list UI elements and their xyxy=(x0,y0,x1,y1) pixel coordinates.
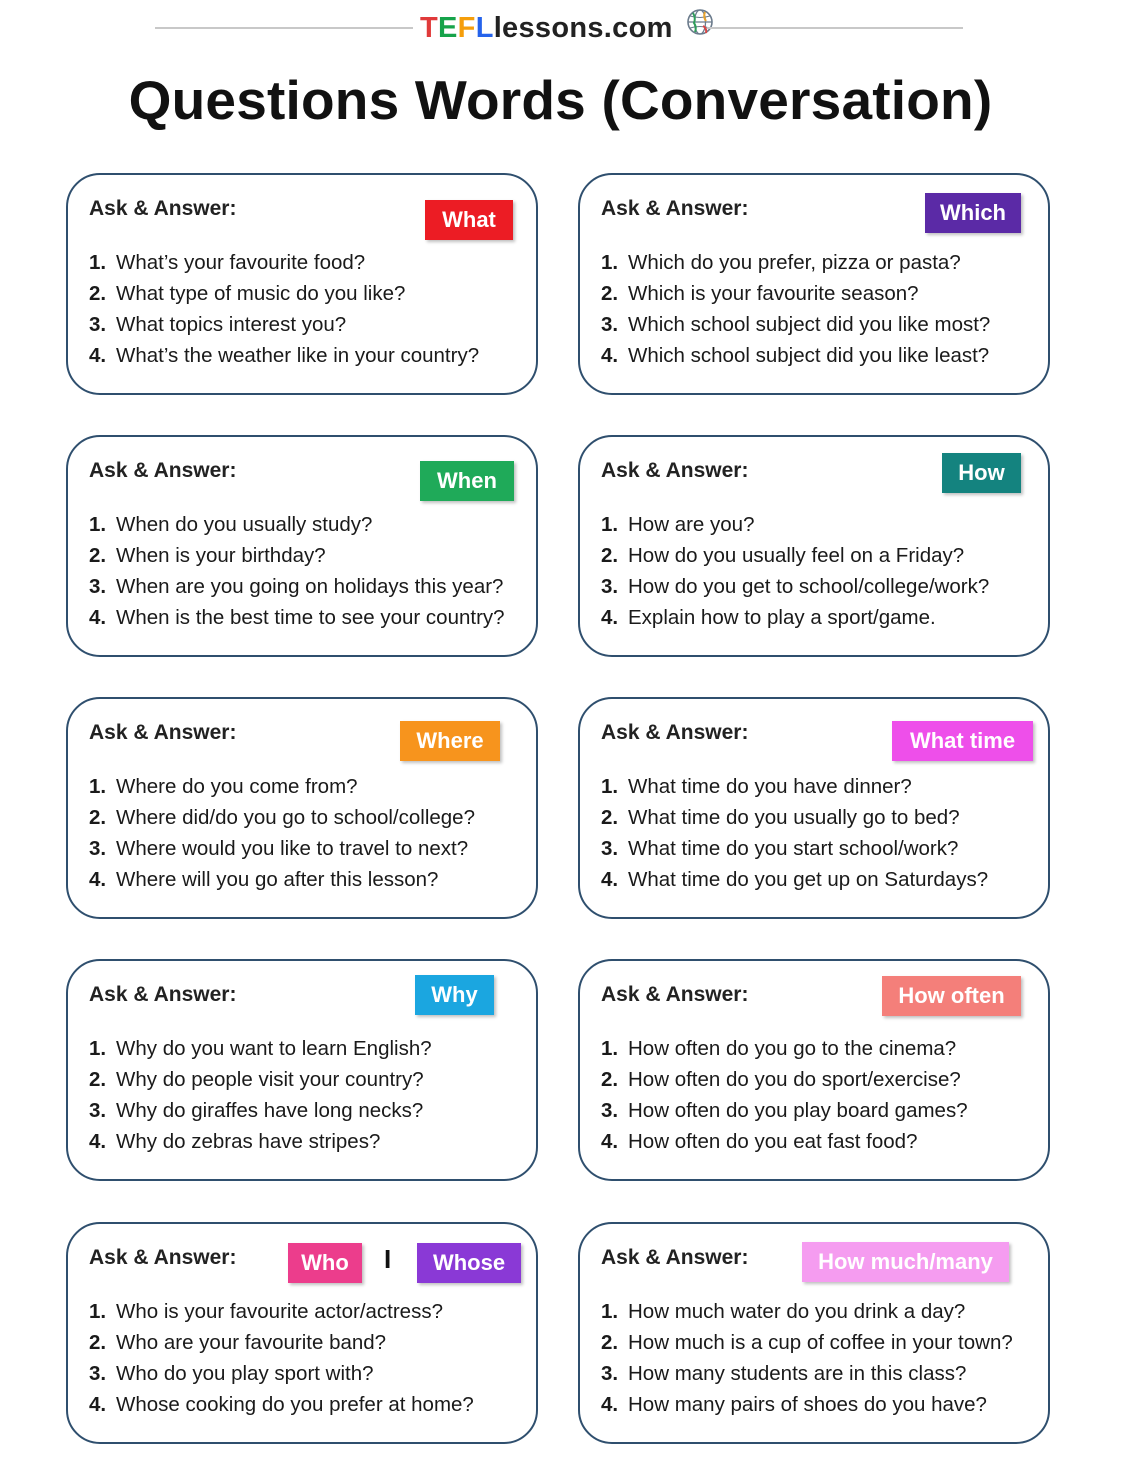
question-text: Which is your favourite season? xyxy=(628,282,919,305)
question-item xyxy=(89,309,479,340)
question-item xyxy=(89,1033,432,1064)
card-label: Ask & Answer: xyxy=(601,459,749,482)
question-number: 2. xyxy=(89,1331,107,1354)
card-when xyxy=(66,435,538,657)
question-word-badge: Why xyxy=(415,975,494,1015)
question-word-badge: What time xyxy=(892,721,1033,761)
question-text: When is your birthday? xyxy=(116,544,326,567)
question-text: How often do you go to the cinema? xyxy=(628,1037,957,1060)
question-number: 3. xyxy=(601,575,619,598)
question-text: Which do you prefer, pizza or pasta? xyxy=(628,251,961,274)
question-text: Whose cooking do you prefer at home? xyxy=(116,1393,474,1416)
question-text: Where do you come from? xyxy=(116,775,358,798)
question-number: 4. xyxy=(601,1393,619,1416)
question-number: 4. xyxy=(601,868,619,891)
question-number: 3. xyxy=(89,575,107,598)
card-label: Ask & Answer: xyxy=(89,197,237,220)
question-word-badge: Which xyxy=(925,193,1021,233)
question-item xyxy=(601,1126,968,1157)
question-item xyxy=(89,802,475,833)
question-item xyxy=(601,771,988,802)
question-list xyxy=(601,509,989,633)
brand-letter-t: T xyxy=(420,12,439,44)
card-label: Ask & Answer: xyxy=(89,459,237,482)
question-number: 4. xyxy=(89,868,107,891)
badge-separator: I xyxy=(384,1244,392,1274)
question-word-badge: Whose xyxy=(417,1243,521,1283)
question-item xyxy=(89,833,475,864)
question-number: 1. xyxy=(601,1037,619,1060)
question-text: Where would you like to travel to next? xyxy=(116,837,469,860)
question-item xyxy=(89,540,505,571)
card-label: Ask & Answer: xyxy=(601,1246,749,1269)
question-text: How often do you do sport/exercise? xyxy=(628,1068,961,1091)
question-item xyxy=(601,571,989,602)
question-word-badge: How often xyxy=(882,976,1021,1016)
question-number: 4. xyxy=(89,1393,107,1416)
question-item xyxy=(601,802,988,833)
question-word-badge: What xyxy=(425,200,513,240)
question-text: Where will you go after this lesson? xyxy=(116,868,439,891)
question-number: 4. xyxy=(601,606,619,629)
question-number: 4. xyxy=(601,1130,619,1153)
question-text: When do you usually study? xyxy=(116,513,373,536)
question-item xyxy=(601,602,989,633)
question-text: When is the best time to see your country? xyxy=(116,606,505,629)
question-text: Explain how to play a sport/game. xyxy=(628,606,936,629)
question-item xyxy=(601,1327,1013,1358)
question-text: What time do you have dinner? xyxy=(628,775,912,798)
card-label: Ask & Answer: xyxy=(601,197,749,220)
question-number: 1. xyxy=(89,775,107,798)
card-how xyxy=(578,435,1050,657)
site-header xyxy=(155,8,963,48)
question-word-badge: How much/many xyxy=(802,1242,1009,1282)
question-item xyxy=(89,1095,432,1126)
question-number: 2. xyxy=(601,544,619,567)
brand-letter-f: F xyxy=(457,12,476,44)
question-number: 1. xyxy=(89,251,107,274)
question-number: 4. xyxy=(601,344,619,367)
question-number: 2. xyxy=(601,282,619,305)
question-number: 3. xyxy=(89,1362,107,1385)
question-item xyxy=(89,602,505,633)
question-item xyxy=(601,340,990,371)
question-number: 1. xyxy=(601,251,619,274)
question-word-badge: How xyxy=(942,453,1021,493)
question-list xyxy=(89,1296,474,1420)
card-label: Ask & Answer: xyxy=(601,983,749,1006)
question-text: Why do people visit your country? xyxy=(116,1068,424,1091)
question-number: 1. xyxy=(89,1300,107,1323)
question-number: 1. xyxy=(89,1037,107,1060)
question-item xyxy=(89,771,475,802)
question-text: What time do you start school/work? xyxy=(628,837,959,860)
question-number: 2. xyxy=(89,282,107,305)
question-number: 2. xyxy=(89,1068,107,1091)
question-number: 2. xyxy=(601,1331,619,1354)
question-text: Who are your favourite band? xyxy=(116,1331,387,1354)
question-item xyxy=(89,247,479,278)
brand-letter-l: L xyxy=(475,12,494,44)
question-item xyxy=(601,278,990,309)
card-which xyxy=(578,173,1050,395)
question-number: 2. xyxy=(89,544,107,567)
divider-left xyxy=(155,27,413,29)
question-text: How much water do you drink a day? xyxy=(628,1300,966,1323)
question-item xyxy=(89,509,505,540)
question-item xyxy=(601,833,988,864)
card-what-time xyxy=(578,697,1050,919)
question-text: How often do you eat fast food? xyxy=(628,1130,918,1153)
question-item xyxy=(89,571,505,602)
brand-letter-e: E xyxy=(438,12,458,44)
question-item xyxy=(601,1095,968,1126)
question-text: Where did/do you go to school/college? xyxy=(116,806,475,829)
question-text: What’s your favourite food? xyxy=(116,251,366,274)
question-text: Who is your favourite actor/actress? xyxy=(116,1300,443,1323)
brand-suffix: lessons.com xyxy=(493,12,673,44)
card-what xyxy=(66,173,538,395)
question-text: What time do you get up on Saturdays? xyxy=(628,868,989,891)
question-list xyxy=(601,1033,968,1157)
question-text: How much is a cup of coffee in your town? xyxy=(628,1331,1013,1354)
question-text: What type of music do you like? xyxy=(116,282,406,305)
question-text: Why do giraffes have long necks? xyxy=(116,1099,424,1122)
question-item xyxy=(601,309,990,340)
question-text: Which school subject did you like most? xyxy=(628,313,991,336)
question-item xyxy=(89,864,475,895)
question-list xyxy=(601,247,990,371)
card-why xyxy=(66,959,538,1181)
question-list xyxy=(89,1033,432,1157)
card-label: Ask & Answer: xyxy=(89,721,237,744)
question-text: What time do you usually go to bed? xyxy=(628,806,960,829)
question-item xyxy=(601,1033,968,1064)
card-how-much-many xyxy=(578,1222,1050,1444)
question-number: 3. xyxy=(89,313,107,336)
question-item xyxy=(601,1064,968,1095)
question-text: Which school subject did you like least? xyxy=(628,344,990,367)
question-number: 3. xyxy=(89,837,107,860)
question-number: 1. xyxy=(89,513,107,536)
question-list xyxy=(89,509,505,633)
question-item xyxy=(601,509,989,540)
question-text: When are you going on holidays this year? xyxy=(116,575,504,598)
card-how-often xyxy=(578,959,1050,1181)
question-item xyxy=(601,1389,1013,1420)
question-number: 4. xyxy=(89,344,107,367)
card-where xyxy=(66,697,538,919)
question-item xyxy=(89,1064,432,1095)
question-item xyxy=(601,1296,1013,1327)
question-text: What’s the weather like in your country? xyxy=(116,344,480,367)
card-label: Ask & Answer: xyxy=(89,983,237,1006)
question-text: How do you usually feel on a Friday? xyxy=(628,544,965,567)
question-number: 3. xyxy=(89,1099,107,1122)
divider-right xyxy=(707,27,963,29)
question-item xyxy=(89,1296,474,1327)
question-text: Who do you play sport with? xyxy=(116,1362,374,1385)
question-number: 1. xyxy=(601,1300,619,1323)
question-item xyxy=(89,1126,432,1157)
question-word-badge: Where xyxy=(400,721,500,761)
question-list xyxy=(89,247,479,371)
brand-logo xyxy=(420,10,715,46)
question-number: 2. xyxy=(89,806,107,829)
question-text: How many pairs of shoes do you have? xyxy=(628,1393,987,1416)
question-item xyxy=(89,278,479,309)
question-text: How many students are in this class? xyxy=(628,1362,967,1385)
question-number: 4. xyxy=(89,606,107,629)
question-number: 3. xyxy=(601,1099,619,1122)
question-text: How often do you play board games? xyxy=(628,1099,968,1122)
question-text: What topics interest you? xyxy=(116,313,347,336)
question-item xyxy=(89,1358,474,1389)
question-item xyxy=(89,340,479,371)
card-label: Ask & Answer: xyxy=(601,721,749,744)
question-text: How are you? xyxy=(628,513,755,536)
question-item xyxy=(89,1327,474,1358)
question-number: 2. xyxy=(601,1068,619,1091)
question-text: How do you get to school/college/work? xyxy=(628,575,990,598)
question-number: 1. xyxy=(601,775,619,798)
question-list xyxy=(601,1296,1013,1420)
question-number: 3. xyxy=(601,313,619,336)
question-item xyxy=(601,540,989,571)
question-list xyxy=(601,771,988,895)
question-item xyxy=(601,864,988,895)
question-number: 3. xyxy=(601,1362,619,1385)
question-word-badge: Who xyxy=(288,1243,362,1283)
question-text: Why do you want to learn English? xyxy=(116,1037,432,1060)
question-number: 3. xyxy=(601,837,619,860)
question-number: 1. xyxy=(601,513,619,536)
page-title: Questions Words (Conversation) xyxy=(128,69,993,131)
question-item xyxy=(601,247,990,278)
question-item xyxy=(601,1358,1013,1389)
question-word-badge: When xyxy=(420,461,514,501)
question-number: 2. xyxy=(601,806,619,829)
question-text: Why do zebras have stripes? xyxy=(116,1130,381,1153)
question-number: 4. xyxy=(89,1130,107,1153)
card-who-whose xyxy=(66,1222,538,1444)
question-item xyxy=(89,1389,474,1420)
question-list xyxy=(89,771,475,895)
card-label: Ask & Answer: xyxy=(89,1246,237,1269)
